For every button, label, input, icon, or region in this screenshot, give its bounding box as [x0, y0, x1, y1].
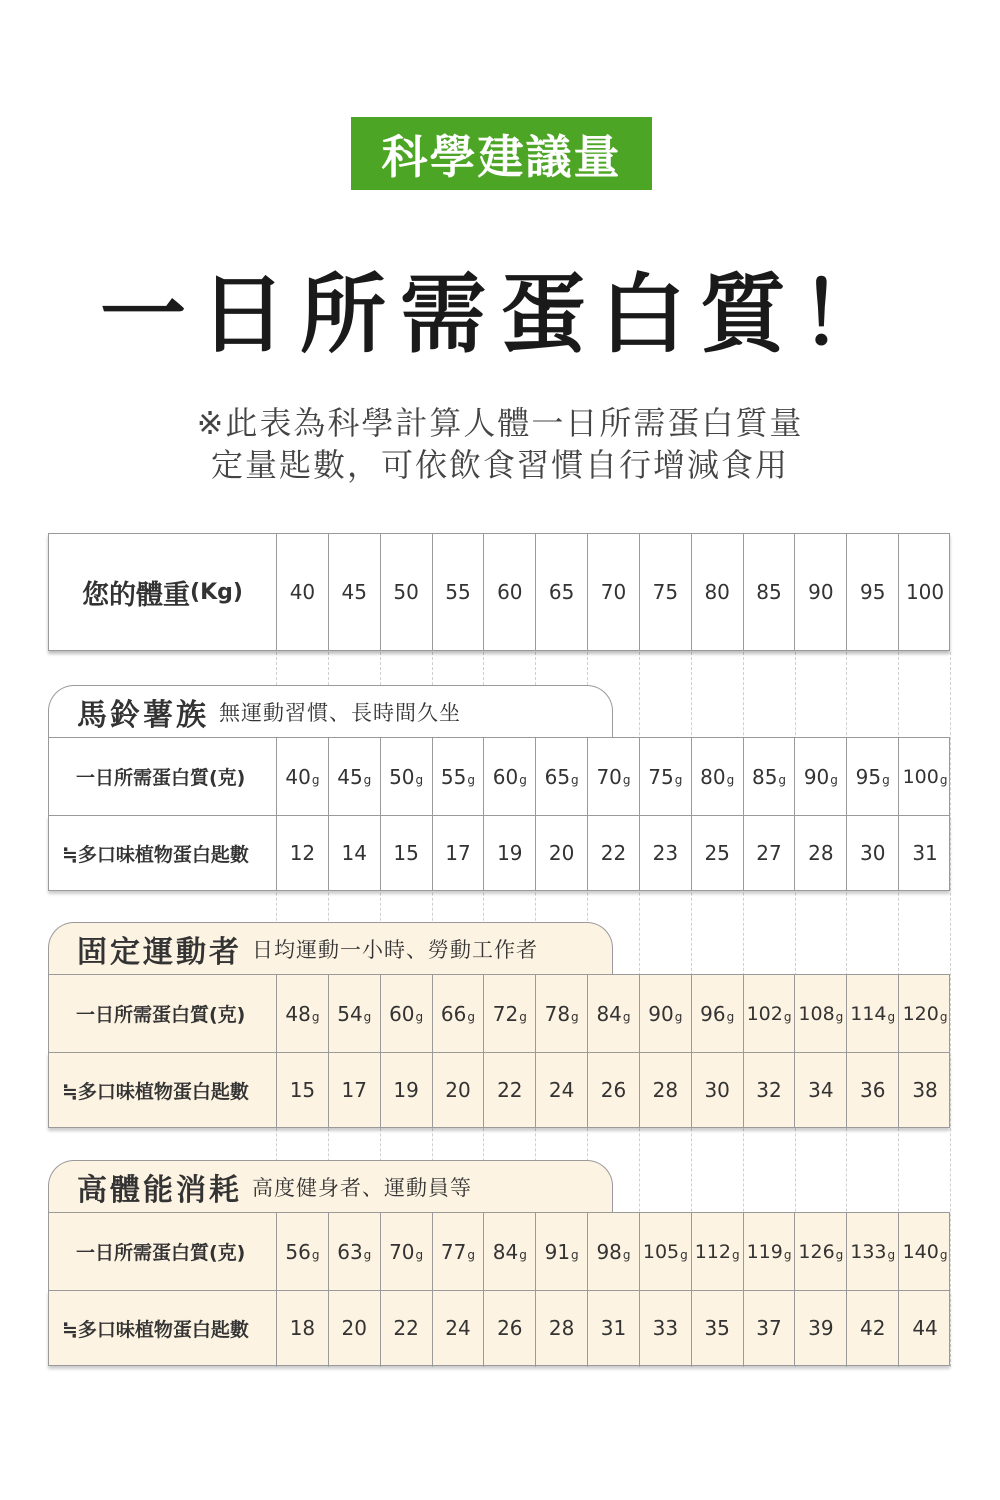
protein-value: 95: [855, 764, 882, 789]
spoon-cell: 28: [795, 816, 847, 890]
protein-value: 85: [751, 764, 778, 789]
protein-value: 63: [337, 1239, 363, 1264]
protein-cell: [329, 975, 381, 1052]
protein-cell: [536, 975, 588, 1052]
spoon-cell: 22: [381, 1291, 433, 1365]
protein-value: 105: [642, 1240, 680, 1263]
gram-unit: g: [363, 772, 372, 787]
gram-unit: g: [519, 772, 527, 787]
protein-cell: [795, 738, 847, 815]
spoon-cell: 26: [588, 1053, 640, 1127]
spoon-cell: 27: [744, 816, 796, 890]
weight-cell: 45: [329, 534, 381, 650]
spoon-cell: 42: [847, 1291, 899, 1365]
protein-value: 90: [803, 764, 830, 789]
protein-cell: [433, 975, 485, 1052]
weight-header-row: [48, 533, 950, 651]
protein-row: [48, 737, 950, 815]
spoon-cell: 37: [744, 1291, 796, 1365]
spoon-row: [48, 1290, 950, 1366]
protein-cell: [692, 738, 744, 815]
weight-label-text: 您的體重: [82, 579, 191, 611]
weight-cell: 95: [847, 534, 899, 650]
protein-value: 54: [337, 1001, 363, 1026]
protein-value: 72: [492, 1001, 519, 1026]
protein-value: 65: [544, 764, 571, 789]
weight-cell: 75: [640, 534, 692, 650]
protein-cell: [795, 975, 847, 1052]
spoon-cell: 35: [692, 1291, 744, 1365]
gram-unit: g: [939, 1247, 948, 1262]
gram-unit: g: [311, 1009, 320, 1024]
protein-cell: [899, 738, 951, 815]
spoon-cell: 19: [484, 816, 536, 890]
group-name: 馬鈴薯族: [77, 697, 209, 733]
protein-cell: [640, 1213, 692, 1290]
spoon-cell: 22: [588, 816, 640, 890]
gram-unit: g: [674, 1009, 683, 1024]
spoon-cell: 36: [847, 1053, 899, 1127]
gram-unit: g: [415, 772, 424, 787]
weight-cell: 60: [484, 534, 536, 650]
protein-cell: [381, 738, 433, 815]
weight-cell: 40: [277, 534, 329, 650]
spoon-cell: 22: [484, 1053, 536, 1127]
group-tab-high-energy: [48, 1160, 613, 1212]
gram-unit: g: [674, 772, 683, 787]
protein-cell: [744, 975, 796, 1052]
gram-unit: g: [830, 772, 838, 787]
protein-value: 70: [389, 1239, 415, 1264]
weight-cell: 100: [905, 580, 945, 604]
spoon-cell: 44: [912, 1316, 938, 1340]
protein-value: 112: [694, 1240, 731, 1263]
group-tab-potato: [48, 685, 613, 737]
protein-value: 77: [440, 1239, 467, 1264]
spoon-cell: 20: [433, 1053, 485, 1127]
gram-unit: g: [939, 772, 948, 787]
gram-unit: g: [726, 772, 735, 787]
protein-cell: [692, 1213, 744, 1290]
protein-value: 120: [902, 1002, 939, 1025]
spoon-cell: 17: [433, 816, 485, 890]
gram-unit: g: [311, 1247, 320, 1262]
weight-cell: 70: [588, 534, 640, 650]
gram-unit: g: [887, 1009, 896, 1024]
protein-cell: [536, 738, 588, 815]
note-line-1: ※此表為科學計算人體一日所需蛋白質量: [196, 404, 804, 442]
spoon-cell: 30: [847, 816, 899, 890]
spoon-row-label: ≒多口味植物蛋白匙數: [49, 1291, 277, 1365]
gram-unit: g: [519, 1247, 527, 1262]
weight-cell: 90: [795, 534, 847, 650]
weight-cell: 80: [692, 534, 744, 650]
protein-value: 119: [746, 1240, 783, 1263]
protein-cell: [329, 1213, 381, 1290]
gram-unit: g: [415, 1247, 424, 1262]
protein-value: 91: [544, 1239, 571, 1264]
weight-cell: 85: [744, 534, 796, 650]
protein-row-label: 一日所需蛋白質(克): [49, 738, 277, 815]
protein-cell: [588, 1213, 640, 1290]
gram-unit: g: [519, 1009, 527, 1024]
protein-cell: [277, 975, 329, 1052]
protein-value: 66: [440, 1001, 467, 1026]
spoon-cell: 17: [329, 1053, 381, 1127]
spoon-cell: 38: [912, 1078, 938, 1102]
protein-row-label: 一日所需蛋白質(克): [49, 1213, 277, 1290]
protein-cell: [433, 738, 485, 815]
spoon-row-label: ≒多口味植物蛋白匙數: [49, 816, 277, 890]
protein-value: 48: [285, 1001, 311, 1026]
protein-cell: [847, 1213, 899, 1290]
gram-unit: g: [882, 772, 890, 787]
protein-cell: [847, 738, 899, 815]
protein-value: 50: [389, 764, 415, 789]
spoon-cell: 28: [640, 1053, 692, 1127]
spoon-row: [48, 1052, 950, 1128]
protein-cell: [484, 738, 536, 815]
weight-cell: 50: [381, 534, 433, 650]
gram-unit: g: [726, 1009, 735, 1024]
spoon-cell: 20: [329, 1291, 381, 1365]
protein-value: 102: [746, 1002, 783, 1025]
gram-unit: g: [835, 1009, 844, 1024]
gram-unit: g: [622, 772, 631, 787]
gram-unit: g: [622, 1009, 631, 1024]
protein-value: 133: [850, 1240, 887, 1263]
gram-unit: g: [680, 1247, 688, 1262]
protein-cell: [692, 975, 744, 1052]
protein-cell: [277, 738, 329, 815]
gram-unit: g: [571, 772, 579, 787]
protein-row: [48, 1212, 950, 1290]
gram-unit: g: [622, 1247, 631, 1262]
spoon-cell: 24: [536, 1053, 588, 1127]
protein-value: 98: [596, 1239, 622, 1264]
spoon-cell: 32: [744, 1053, 796, 1127]
gram-unit: g: [467, 1247, 475, 1262]
group-desc: 日均運動一小時、勞動工作者: [252, 937, 538, 962]
protein-cell: [277, 1213, 329, 1290]
protein-value: 78: [544, 1001, 571, 1026]
protein-value: 114: [850, 1002, 887, 1025]
spoon-cell: 24: [433, 1291, 485, 1365]
protein-value: 90: [648, 1001, 674, 1026]
protein-cell: [899, 975, 951, 1052]
protein-value: 100: [902, 765, 939, 788]
protein-value: 45: [337, 764, 363, 789]
protein-value: 56: [285, 1239, 311, 1264]
protein-value: 80: [700, 764, 726, 789]
page-title: 一日所需蛋白質！: [100, 265, 900, 365]
protein-cell: [899, 1213, 951, 1290]
gram-unit: g: [778, 772, 787, 787]
protein-cell: [744, 1213, 796, 1290]
protein-cell: [588, 738, 640, 815]
gram-unit: g: [467, 1009, 475, 1024]
spoon-cell: 19: [381, 1053, 433, 1127]
note-line-2: 定量匙數，可依飲食習慣自行增減食用: [210, 446, 789, 484]
protein-cell: [329, 738, 381, 815]
gram-unit: g: [571, 1009, 579, 1024]
weight-cell: 55: [433, 534, 485, 650]
protein-cell: [536, 1213, 588, 1290]
recommendation-badge: 科學建議量: [351, 117, 652, 190]
spoon-cell: 20: [536, 816, 588, 890]
protein-value: 84: [492, 1239, 519, 1264]
spoon-cell: 31: [912, 841, 938, 865]
gram-unit: g: [939, 1009, 948, 1024]
spoon-cell: 31: [588, 1291, 640, 1365]
group-desc: 高度健身者、運動員等: [252, 1175, 472, 1200]
gram-unit: g: [311, 772, 320, 787]
spoon-cell: 39: [795, 1291, 847, 1365]
gram-unit: g: [783, 1247, 792, 1262]
spoon-cell: 26: [484, 1291, 536, 1365]
protein-value: 40: [285, 764, 311, 789]
protein-cell: [744, 738, 796, 815]
protein-value: 70: [596, 764, 622, 789]
protein-value: 75: [648, 764, 674, 789]
spoon-cell: 15: [277, 1053, 329, 1127]
weight-label: [49, 534, 277, 650]
spoon-row: [48, 815, 950, 891]
spoon-cell: 15: [381, 816, 433, 890]
gram-unit: g: [835, 1247, 844, 1262]
spoon-cell: 12: [277, 816, 329, 890]
protein-cell: [484, 975, 536, 1052]
protein-value: 126: [798, 1240, 835, 1263]
protein-cell: [433, 1213, 485, 1290]
protein-cell: [640, 738, 692, 815]
gram-unit: g: [467, 772, 475, 787]
protein-cell: [795, 1213, 847, 1290]
protein-value: 60: [389, 1001, 415, 1026]
protein-row: [48, 974, 950, 1052]
protein-cell: [381, 975, 433, 1052]
spoon-cell: 28: [536, 1291, 588, 1365]
protein-cell: [588, 975, 640, 1052]
weight-cell: 65: [536, 534, 588, 650]
group-tab-regular-exerciser: [48, 922, 613, 974]
protein-cell: [847, 975, 899, 1052]
spoon-cell: 23: [640, 816, 692, 890]
spoon-cell: 30: [692, 1053, 744, 1127]
protein-cell: [640, 975, 692, 1052]
protein-value: 60: [492, 764, 519, 789]
spoon-cell: 34: [795, 1053, 847, 1127]
spoon-row-label: ≒多口味植物蛋白匙數: [49, 1053, 277, 1127]
gram-unit: g: [783, 1009, 792, 1024]
spoon-cell: 14: [329, 816, 381, 890]
protein-row-label: 一日所需蛋白質(克): [49, 975, 277, 1052]
spoon-cell: 18: [277, 1291, 329, 1365]
protein-value: 140: [902, 1240, 939, 1263]
protein-value: 96: [700, 1001, 726, 1026]
gram-unit: g: [363, 1247, 372, 1262]
gram-unit: g: [731, 1247, 740, 1262]
gram-unit: g: [571, 1247, 579, 1262]
spoon-cell: 25: [692, 816, 744, 890]
gram-unit: g: [415, 1009, 424, 1024]
protein-cell: [381, 1213, 433, 1290]
weight-unit: (Kg): [190, 579, 243, 605]
group-name: 高體能消耗: [77, 1172, 242, 1208]
group-name: 固定運動者: [77, 934, 242, 970]
spoon-cell: 33: [640, 1291, 692, 1365]
protein-value: 108: [798, 1002, 835, 1025]
protein-cell: [484, 1213, 536, 1290]
protein-value: 84: [596, 1001, 622, 1026]
group-desc: 無運動習慣、長時間久坐: [219, 700, 461, 725]
protein-value: 55: [440, 764, 467, 789]
gram-unit: g: [887, 1247, 896, 1262]
gram-unit: g: [363, 1009, 372, 1024]
